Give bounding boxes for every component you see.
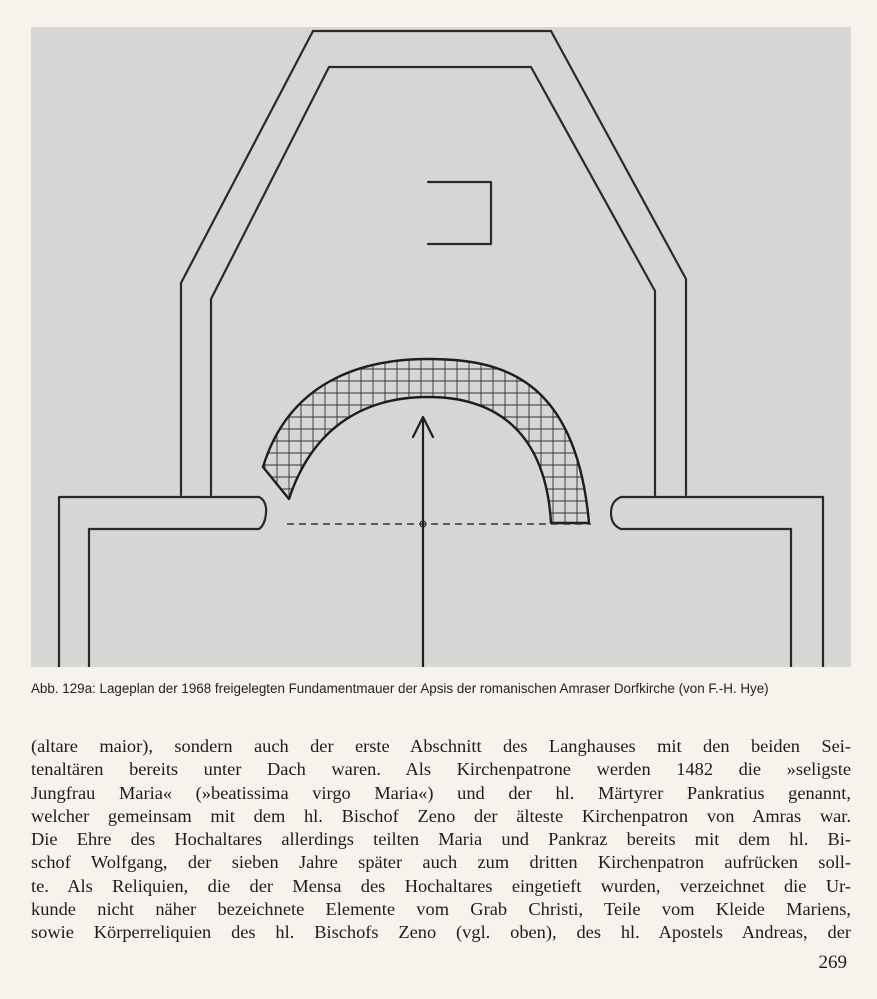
body-line: te. Als Reliquien, die der Mensa des Hochaltares eingetieft wurden, verzeichnet die Ur- bbox=[31, 875, 851, 896]
right-wall-stub bbox=[611, 497, 823, 667]
body-line: sowie Körperreliquien des hl. Bischofs Zeno (vgl. oben), des hl. Apostels Andreas, der bbox=[31, 922, 851, 943]
body-line: Die Ehre des Hochaltares allerdings teilten Maria und Pankraz bereits mit dem hl. Bi- bbox=[31, 829, 851, 850]
body-line: kunde nicht näher bezeichnete Elemente vom Grab Christi, Teile vom Kleide Mariens, bbox=[31, 899, 851, 920]
apse-floor-plan-drawing bbox=[31, 27, 851, 667]
left-wall-stub bbox=[59, 497, 266, 667]
body-line: (altare maior), sondern auch der erste Abschnitt des Langhauses mit den beiden Sei- bbox=[31, 736, 851, 756]
figure-caption: Abb. 129a: Lageplan der 1968 freigelegten Fundamentmauer der Apsis der romanischen Amraser Dorfkirche (von F.-H. Hye) bbox=[31, 681, 769, 696]
body-line: tenaltären bereits unter Dach waren. Als Kirchenpatrone werden 1482 die »seligste bbox=[31, 759, 851, 780]
body-text bbox=[31, 735, 851, 945]
foundation-arch bbox=[263, 359, 589, 523]
outer-apse-wall bbox=[181, 31, 686, 495]
body-line: Jungfrau Maria« (»beatissima virgo Maria«) und der hl. Märtyrer Pankratius genannt, bbox=[31, 782, 851, 803]
page-number: 269 bbox=[818, 952, 847, 973]
floor-plan-figure bbox=[31, 27, 851, 667]
body-line: welcher gemeinsam mit dem hl. Bischof Zeno der älteste Kirchenpatron von Amras war. bbox=[31, 805, 851, 826]
body-line: schof Wolfgang, der sieben Jahre später auch zum dritten Kirchenpatron aufrücken soll- bbox=[31, 852, 851, 873]
altar-bracket bbox=[428, 182, 491, 244]
